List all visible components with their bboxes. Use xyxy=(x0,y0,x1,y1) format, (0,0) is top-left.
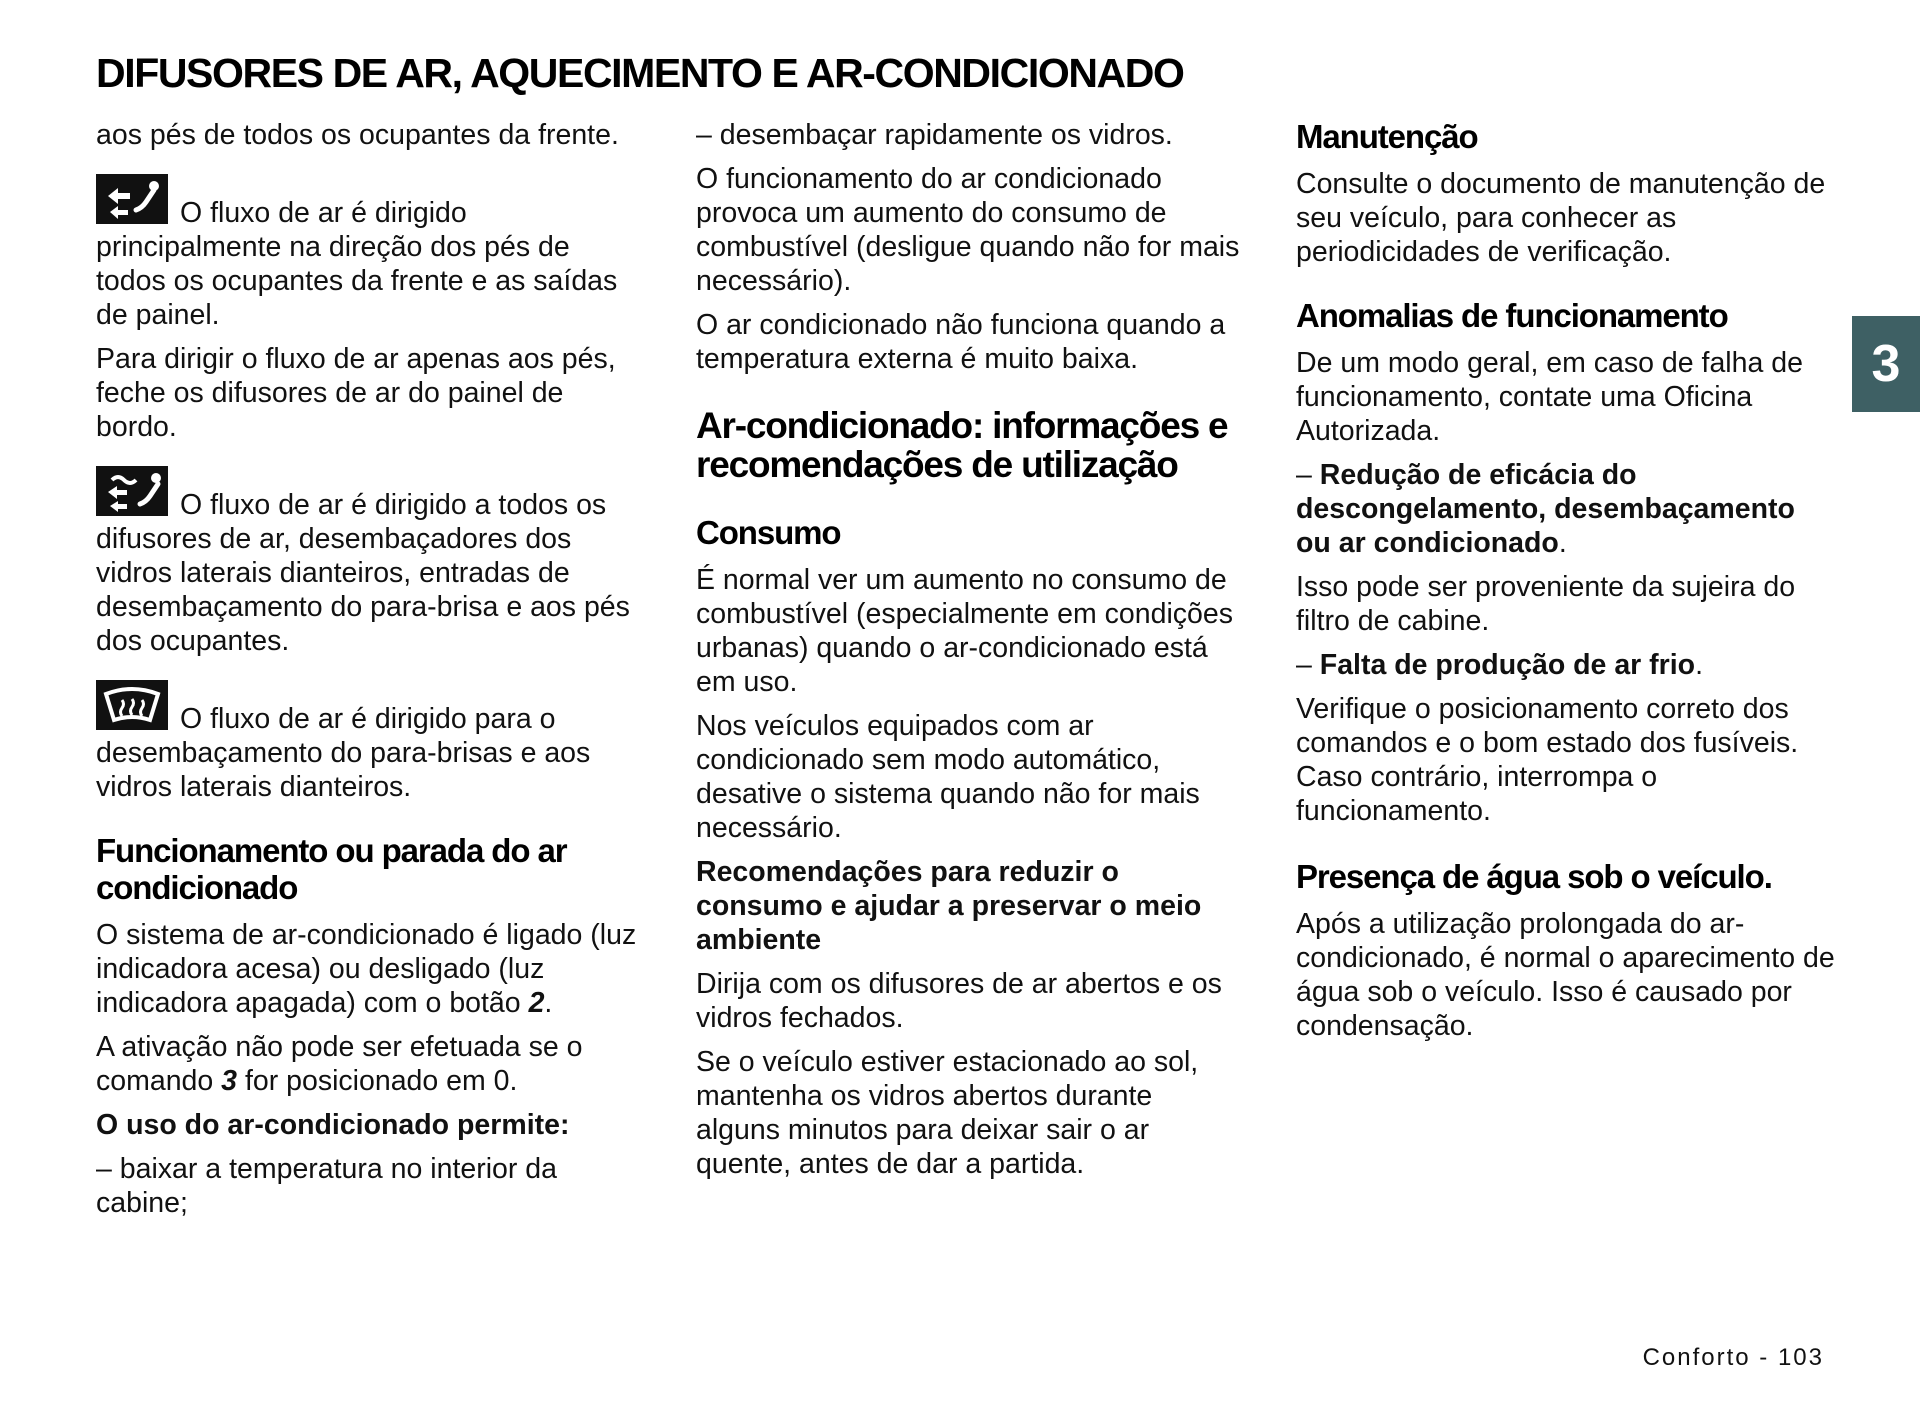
paragraph-text: for posicionado em 0. xyxy=(237,1065,518,1097)
paragraph-control-reference xyxy=(96,1030,641,1098)
paragraph: O ar condicionado não funciona quando a temperatura externa é muito baixa. xyxy=(696,309,1226,375)
paragraph: O funcionamento do ar condicionado provoca um aumento do consumo de combustível (desligue quando não for mais necessário). xyxy=(696,163,1240,297)
subsection-heading: Presença de água sob o veículo. xyxy=(1296,858,1772,895)
list-item-text: Falta de produção de ar frio xyxy=(1319,649,1696,681)
list-dash: – xyxy=(1296,459,1320,491)
list-item-text: Redução de eficácia do descongelamento, desembaçamento ou ar condicionado xyxy=(1296,459,1795,559)
paragraph: De um modo geral, em caso de falha de funcionamento, contate uma Oficina Autorizada. xyxy=(1296,347,1803,447)
chapter-number: 3 xyxy=(1871,335,1901,393)
paragraph-text: O sistema de ar-condicionado é ligado (luz indicadora acesa) ou desligado (luz indicadora apagada) com o botão xyxy=(96,919,637,1019)
paragraph: aos pés de todos os ocupantes da frente. xyxy=(96,119,619,151)
list-item: – baixar a temperatura no interior da cabine; xyxy=(96,1153,558,1219)
paragraph: Após a utilização prolongada do ar-condicionado, é normal o aparecimento de água sob o veículo. Isso é causado por condensação. xyxy=(1296,908,1835,1042)
list-item-end: . xyxy=(1695,649,1704,681)
airflow-feet-dashboard-icon xyxy=(96,174,168,224)
paragraph-button-reference xyxy=(96,918,641,1020)
column-left xyxy=(96,118,641,1230)
button-reference: 2 xyxy=(528,987,545,1019)
paragraph-text: A ativação não pode ser efetuada se o comando xyxy=(96,1031,583,1097)
airflow-all-vents-item xyxy=(96,472,641,658)
paragraph: O fluxo de ar é dirigido para o desembaçamento do para-brisas e aos vidros laterais dianteiros. xyxy=(96,703,591,803)
paragraph-text: . xyxy=(544,987,553,1019)
paragraph: Nos veículos equipados com ar condicionado sem modo automático, desative o sistema quando não for mais necessário. xyxy=(696,710,1200,844)
paragraph: Dirija com os difusores de ar abertos e os vidros fechados. xyxy=(696,968,1222,1034)
paragraph: Consulte o documento de manutenção de seu veículo, para conhecer as periodicidades de verificação. xyxy=(1296,168,1826,268)
page-footer: Conforto - 103 xyxy=(1642,1344,1824,1371)
subsection-heading: Manutenção xyxy=(1296,118,1478,155)
paragraph: Isso pode ser proveniente da sujeira do filtro de cabine. xyxy=(1296,571,1796,637)
list-item: – desembaçar rapidamente os vidros. xyxy=(696,119,1173,151)
paragraph: Verifique o posicionamento correto dos comandos e o bom estado dos fusíveis. Caso contrário, interrompa o funcionamento. xyxy=(1296,693,1799,827)
paragraph: O fluxo de ar é dirigido principalmente na direção dos pés de todos os ocupantes da frente e as saídas de painel. xyxy=(96,197,618,331)
paragraph: Se o veículo estiver estacionado ao sol, mantenha os vidros abertos durante alguns minutos para deixar sair o ar quente, antes de dar a partida. xyxy=(696,1046,1199,1180)
column-right xyxy=(1296,118,1836,1053)
paragraph-bold: O uso do ar-condicionado permite: xyxy=(96,1109,570,1141)
windshield-defrost-icon xyxy=(96,680,168,730)
list-item-bold xyxy=(1296,458,1836,560)
subsection-heading: Consumo xyxy=(696,514,841,551)
page-title: DIFUSORES DE AR, AQUECIMENTO E AR-CONDICIONADO xyxy=(96,50,1184,96)
airflow-feet-dashboard-item xyxy=(96,180,641,332)
airflow-all-vents-icon xyxy=(96,466,168,516)
list-item-end: . xyxy=(1558,527,1567,559)
paragraph: Para dirigir o fluxo de ar apenas aos pés, feche os difusores de ar do painel de bordo. xyxy=(96,343,616,443)
column-middle xyxy=(696,118,1241,1191)
control-reference: 3 xyxy=(221,1065,238,1097)
list-item-bold xyxy=(1296,648,1836,682)
windshield-defrost-item xyxy=(96,686,641,804)
paragraph: O fluxo de ar é dirigido a todos os difusores de ar, desembaçadores dos vidros laterais dianteiros, entradas de desembaçamento do para-brisa e aos pés dos ocupantes. xyxy=(96,489,630,657)
chapter-tab xyxy=(1852,316,1920,412)
paragraph-bold: Recomendações para reduzir o consumo e ajudar a preservar o meio ambiente xyxy=(696,856,1202,956)
section-heading: Funcionamento ou parada do ar condicionado xyxy=(96,832,567,906)
list-dash: – xyxy=(1296,649,1320,681)
subsection-heading: Anomalias de funcionamento xyxy=(1296,297,1728,334)
paragraph: É normal ver um aumento no consumo de combustível (especialmente em condições urbanas) quando o ar-condicionado está em uso. xyxy=(696,564,1234,698)
section-heading: Ar-condicionado: informações e recomendações de utilização xyxy=(696,405,1228,485)
